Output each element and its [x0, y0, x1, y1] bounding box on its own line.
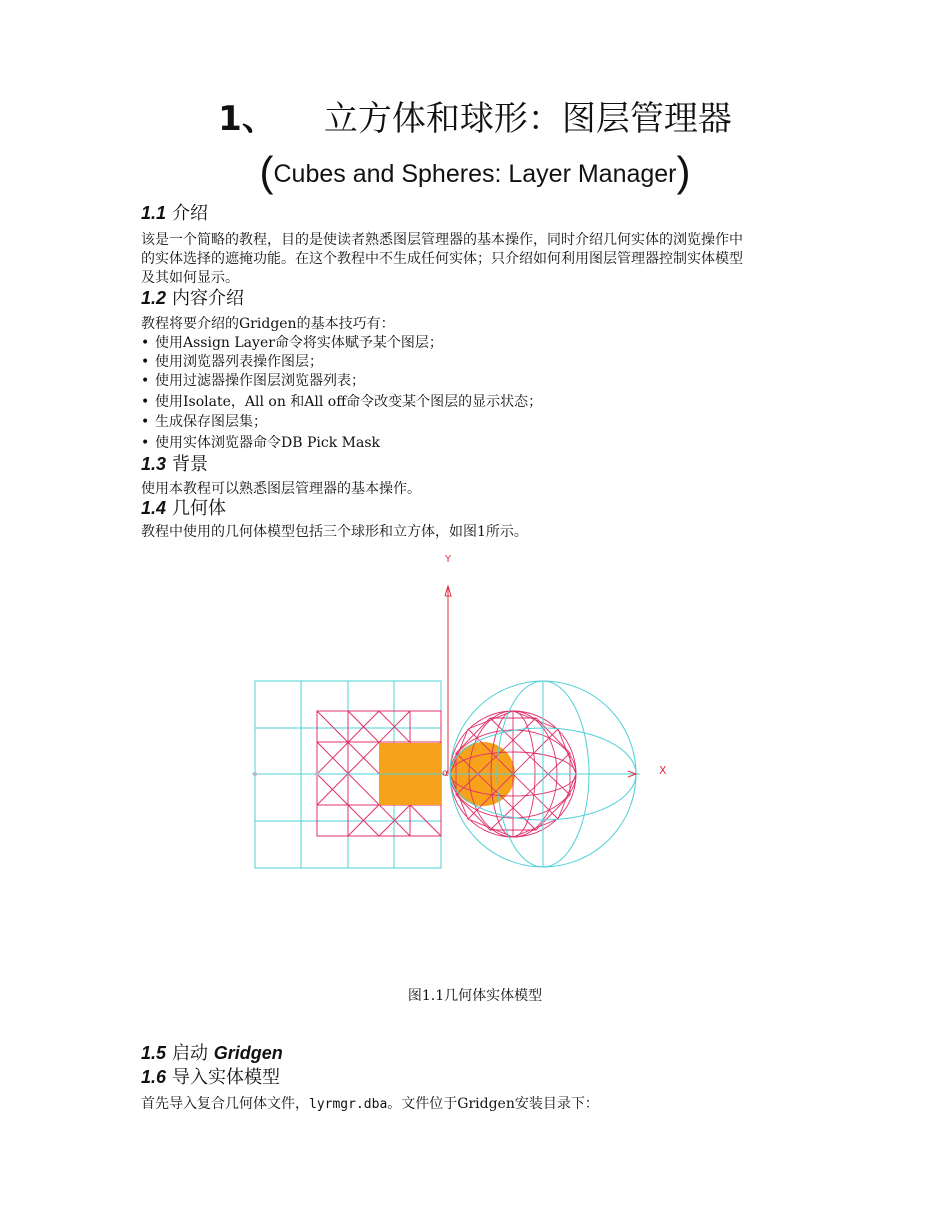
section-title: 背景 [172, 454, 209, 475]
title-main: 立方体和球形：图层管理器 [323, 99, 732, 139]
figure-caption: 图1.1几何体实体模型 [407, 988, 543, 1004]
intro-line-1: 该是一个简略的教程，目的是使读者熟悉图层管理器的基本操作，同时介绍几何实体的浏览操作中 [141, 232, 743, 248]
title-number: 1、 [218, 99, 276, 139]
subtitle-close-paren: ) [676, 148, 691, 195]
bullet-item: • 使用过滤器操作图层浏览器列表； [141, 373, 365, 389]
intro-line-2: 的实体选择的遮掩功能。在这个教程中不生成任何实体；只介绍如何利用图层管理器控制实体模型 [141, 251, 743, 267]
subtitle-english: Cubes and Spheres: Layer Manager [273, 160, 677, 188]
section-heading-1-2 [141, 287, 244, 310]
bullet-item: • 使用Isolate，All on 和All off命令改变某个图层的显示状态； [141, 394, 543, 410]
section-number: 1.3 [141, 454, 167, 474]
import-filename: lyrmgr.dba [309, 1097, 388, 1112]
section-title: 内容介绍 [172, 288, 245, 309]
section-heading-1-5 [141, 1042, 283, 1065]
content-lead: 教程将要介绍的Gridgen的基本技巧有： [141, 316, 395, 332]
section-title: 介绍 [172, 203, 209, 224]
background-paragraph: 使用本教程可以熟悉图层管理器的基本操作。 [141, 481, 421, 497]
section-number: 1.4 [141, 498, 167, 518]
import-text-pre: 首先导入复合几何体文件， [141, 1096, 309, 1112]
bullet-item: • 生成保存图层集； [141, 414, 267, 430]
section-heading-1-3 [141, 453, 208, 476]
document-title [0, 96, 950, 142]
origin-label: α [442, 768, 449, 779]
x-axis-label: X [659, 764, 667, 777]
bullet-item: • 使用实体浏览器命令DB Pick Mask [141, 435, 380, 451]
axis-dot [315, 772, 319, 776]
section-heading-1-6 [141, 1066, 280, 1089]
section-title: 几何体 [172, 498, 227, 519]
section-heading-1-1 [141, 202, 208, 225]
y-axis-label: Y [445, 554, 452, 565]
section-number: 1.5 [141, 1043, 167, 1063]
section-title-english: Gridgen [213, 1043, 283, 1063]
intro-paragraph [141, 231, 821, 288]
geometry-paragraph: 教程中使用的几何体模型包括三个球形和立方体，如图1所示。 [141, 524, 528, 540]
section-title: 导入实体模型 [172, 1067, 281, 1088]
section-title: 启动 [172, 1043, 209, 1064]
bullet-item: • 使用浏览器列表操作图层； [141, 354, 323, 370]
subtitle-open-paren: ( [259, 148, 274, 195]
axis-dot [253, 772, 257, 776]
section-number: 1.6 [141, 1067, 167, 1087]
bullet-item: • 使用Assign Layer命令将实体赋予某个图层； [141, 335, 443, 351]
import-paragraph [141, 1095, 821, 1114]
section-number: 1.1 [141, 203, 167, 223]
geometry-figure [240, 548, 680, 948]
section-heading-1-4 [141, 497, 226, 520]
import-text-post: 。文件位于Gridgen安装目录下： [387, 1096, 599, 1112]
section-number: 1.2 [141, 288, 167, 308]
document-subtitle [0, 148, 950, 196]
intro-line-3: 及其如何显示。 [141, 270, 239, 286]
